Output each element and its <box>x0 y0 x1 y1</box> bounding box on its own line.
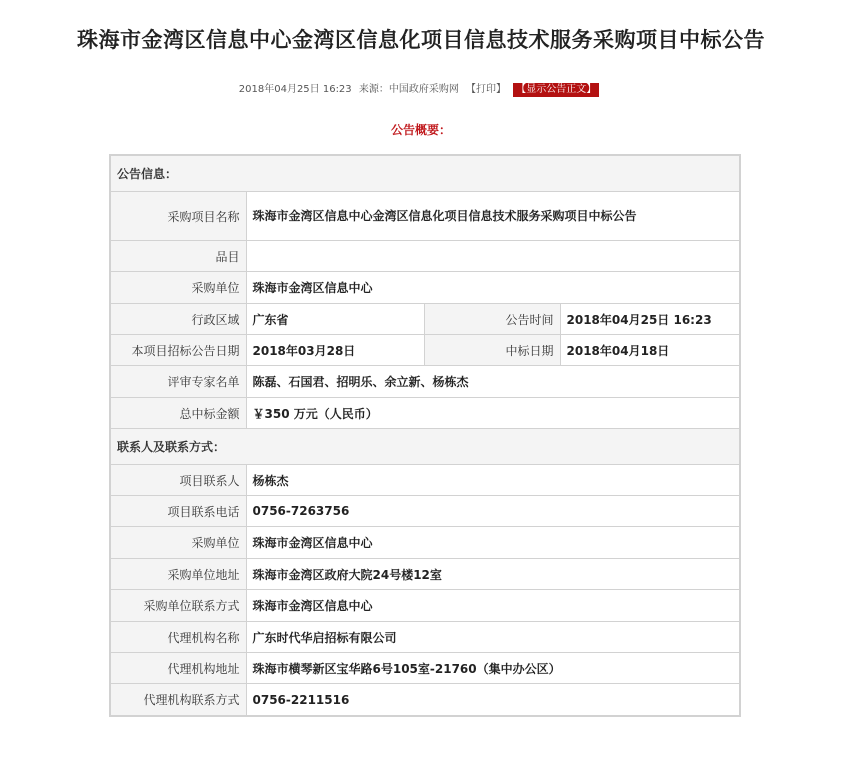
publish-datetime: 2018年04月25日 16:23 <box>238 84 352 95</box>
announce-time-value: 2018年04月25日 16:23 <box>560 304 740 335</box>
purchaser-value: 珠海市金湾区信息中心 <box>246 527 740 559</box>
agency-contact-value: 0756-2211516 <box>246 684 740 717</box>
purchaser-contact-value: 珠海市金湾区信息中心 <box>246 590 740 622</box>
region-value: 广东省 <box>246 304 424 335</box>
purchaser-address-value: 珠海市金湾区政府大院24号楼12室 <box>246 559 740 590</box>
print-link[interactable]: 【打印】 <box>466 84 507 95</box>
field-label: 采购项目名称 <box>110 192 246 241</box>
table-row <box>110 496 740 527</box>
field-label: 采购单位地址 <box>110 559 246 590</box>
table-row <box>110 653 740 684</box>
table-row <box>110 241 740 272</box>
category-value <box>246 241 740 272</box>
field-label: 本项目招标公告日期 <box>110 335 246 366</box>
table-row <box>110 559 740 590</box>
table-row <box>110 465 740 496</box>
section-row-contacts <box>110 429 740 465</box>
total-amount-value: ￥350 万元（人民币） <box>246 398 740 429</box>
agency-name-value: 广东时代华启招标有限公司 <box>246 622 740 653</box>
table-row <box>110 304 740 335</box>
field-label: 总中标金额 <box>110 398 246 429</box>
field-label: 采购单位 <box>110 272 246 304</box>
table-row <box>110 590 740 622</box>
section-title: 联系人及联系方式： <box>110 429 740 465</box>
field-label: 评审专家名单 <box>110 366 246 398</box>
field-label: 代理机构联系方式 <box>110 684 246 717</box>
show-body-button[interactable]: 【显示公告正文】 <box>513 83 599 97</box>
table-row <box>110 398 740 429</box>
page-title: 珠海市金湾区信息中心金湾区信息化项目信息技术服务采购项目中标公告 <box>77 28 765 52</box>
tender-date-value: 2018年03月28日 <box>246 335 424 366</box>
field-label: 项目联系电话 <box>110 496 246 527</box>
field-label: 代理机构名称 <box>110 622 246 653</box>
table-row <box>110 192 740 241</box>
agency-address-value: 珠海市横琴新区宝华路6号105室-21760（集中办公区） <box>246 653 740 684</box>
announcement-meta <box>0 80 842 97</box>
contact-person-value: 杨栋杰 <box>246 465 740 496</box>
summary-heading: 公告概要： <box>390 123 451 137</box>
table-row <box>110 527 740 559</box>
source-text: 来源：中国政府采购网 <box>358 84 459 95</box>
field-label: 中标日期 <box>424 335 560 366</box>
field-label: 品目 <box>110 241 246 272</box>
table-row <box>110 335 740 366</box>
table-row <box>110 684 740 717</box>
section-row-announcement-info <box>110 155 740 192</box>
announcement-info-table <box>109 154 741 717</box>
project-name-value: 珠海市金湾区信息中心金湾区信息化项目信息技术服务采购项目中标公告 <box>246 192 740 241</box>
table-row <box>110 622 740 653</box>
field-label: 公告时间 <box>424 304 560 335</box>
experts-value: 陈磊、石国君、招明乐、余立新、杨栋杰 <box>246 366 740 398</box>
field-label: 采购单位联系方式 <box>110 590 246 622</box>
award-date-value: 2018年04月18日 <box>560 335 740 366</box>
section-title: 公告信息： <box>110 155 740 192</box>
purchaser-value: 珠海市金湾区信息中心 <box>246 272 740 304</box>
table-row <box>110 366 740 398</box>
field-label: 行政区域 <box>110 304 246 335</box>
table-row <box>110 272 740 304</box>
field-label: 项目联系人 <box>110 465 246 496</box>
contact-phone-value: 0756-7263756 <box>246 496 740 527</box>
field-label: 采购单位 <box>110 527 246 559</box>
field-label: 代理机构地址 <box>110 653 246 684</box>
